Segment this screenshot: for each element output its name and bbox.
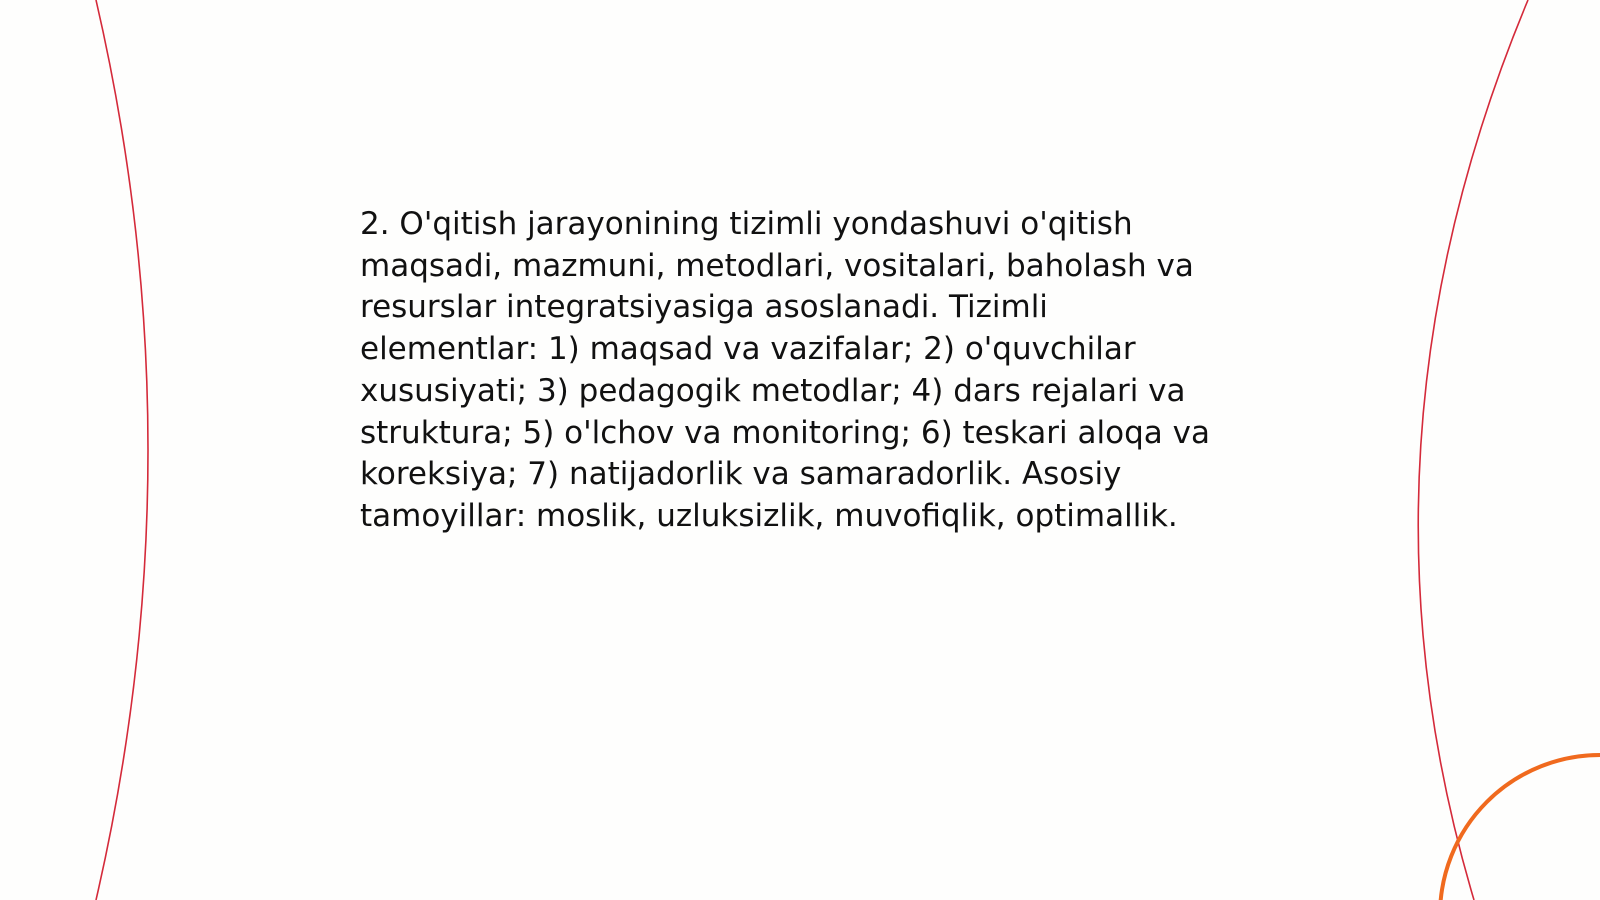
orange-circle-outline [1440,755,1600,900]
right-arc-line [1418,0,1528,900]
slide-body-text: 2. O'qitish jarayonining tizimli yondashuvi o'qitish maqsadi, mazmuni, metodlari, vositalari, baholash va resurslar integratsiyasiga asoslanadi. Tizimli elementlar: 1) maqsad va vazifalar; 2) o'quvchilar xususiyati; 3) pedagogik metodlar; 4) dars rejalari va struktura; 5) o'lchov va monitoring; 6) teskari aloqa va koreksiya; 7) natijadorlik va samaradorlik. Asosiy tamoyillar: moslik, uzluksizlik, muvofiqlik, optimallik. [360,206,1210,534]
left-arc-line [96,0,148,900]
